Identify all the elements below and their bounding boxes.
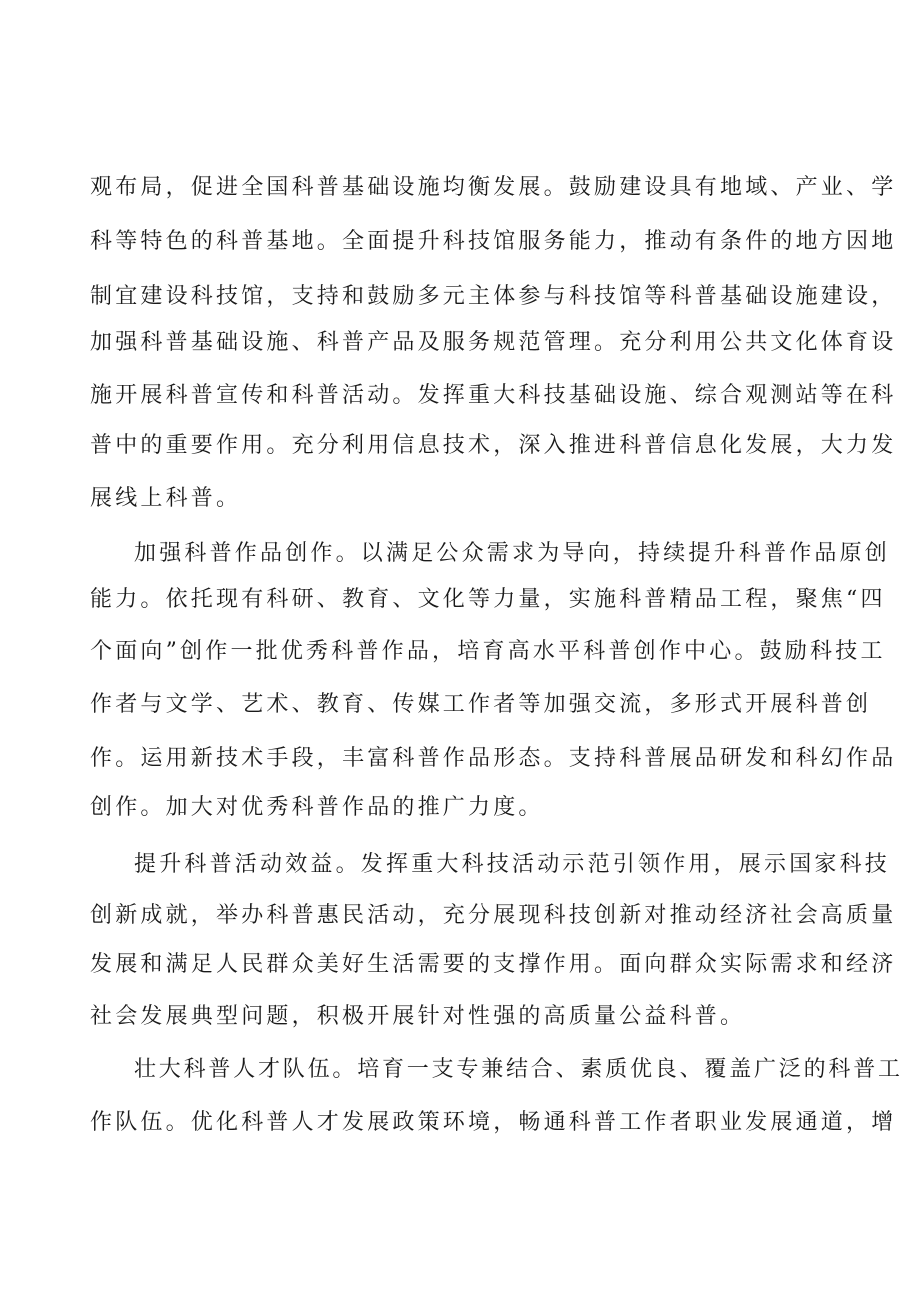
text-line: 施开展科普宣传和科普活动。发挥重大科技基础设施、综合观测站等在科 (90, 383, 897, 408)
text-line: 壮大科普人才队伍。培育一支专兼结合、素质优良、覆盖广泛的科普工 (134, 1057, 903, 1082)
text-line: 社会发展典型问题，积极开展针对性强的高质量公益科普。 (90, 1004, 746, 1029)
text-line: 普中的重要作用。充分利用信息技术，深入推进科普信息化发展，大力发 (90, 433, 897, 458)
text-line: 展线上科普。 (90, 486, 242, 511)
text-line: 作队伍。优化科普人才发展政策环境，畅通科普工作者职业发展通道，增 (90, 1110, 897, 1135)
text-line: 发展和满足人民群众美好生活需要的支撑作用。面向群众实际需求和经济 (90, 952, 897, 977)
text-line: 作。运用新技术手段，丰富科普作品形态。支持科普展品研发和科幻作品 (90, 746, 897, 771)
text-line: 制宜建设科技馆，支持和鼓励多元主体参与科技馆等科普基础设施建设， (90, 284, 897, 309)
text-line: 作者与文学、艺术、教育、传媒工作者等加强交流，多形式开展科普创 (90, 692, 872, 717)
text-line: 创新成就，举办科普惠民活动，充分展现科技创新对推动经济社会高质量 (90, 903, 897, 928)
text-line: 观布局，促进全国科普基础设施均衡发展。鼓励建设具有地域、产业、学 (90, 175, 897, 200)
text-line: 提升科普活动效益。发挥重大科技活动示范引领作用，展示国家科技 (134, 852, 891, 877)
text-line: 创作。加大对优秀科普作品的推广力度。 (90, 795, 544, 820)
text-line: 加强科普基础设施、科普产品及服务规范管理。充分利用公共文化体育设 (90, 330, 897, 355)
text-line: 能力。依托现有科研、教育、文化等力量，实施科普精品工程，聚焦“四 (90, 587, 886, 612)
text-line: 个面向”创作一批优秀科普作品，培育高水平科普创作中心。鼓励科技工 (90, 639, 886, 664)
text-line: 加强科普作品创作。以满足公众需求为导向，持续提升科普作品原创 (134, 541, 891, 566)
text-line: 科等特色的科普基地。全面提升科技馆服务能力，推动有条件的地方因地 (90, 229, 897, 254)
